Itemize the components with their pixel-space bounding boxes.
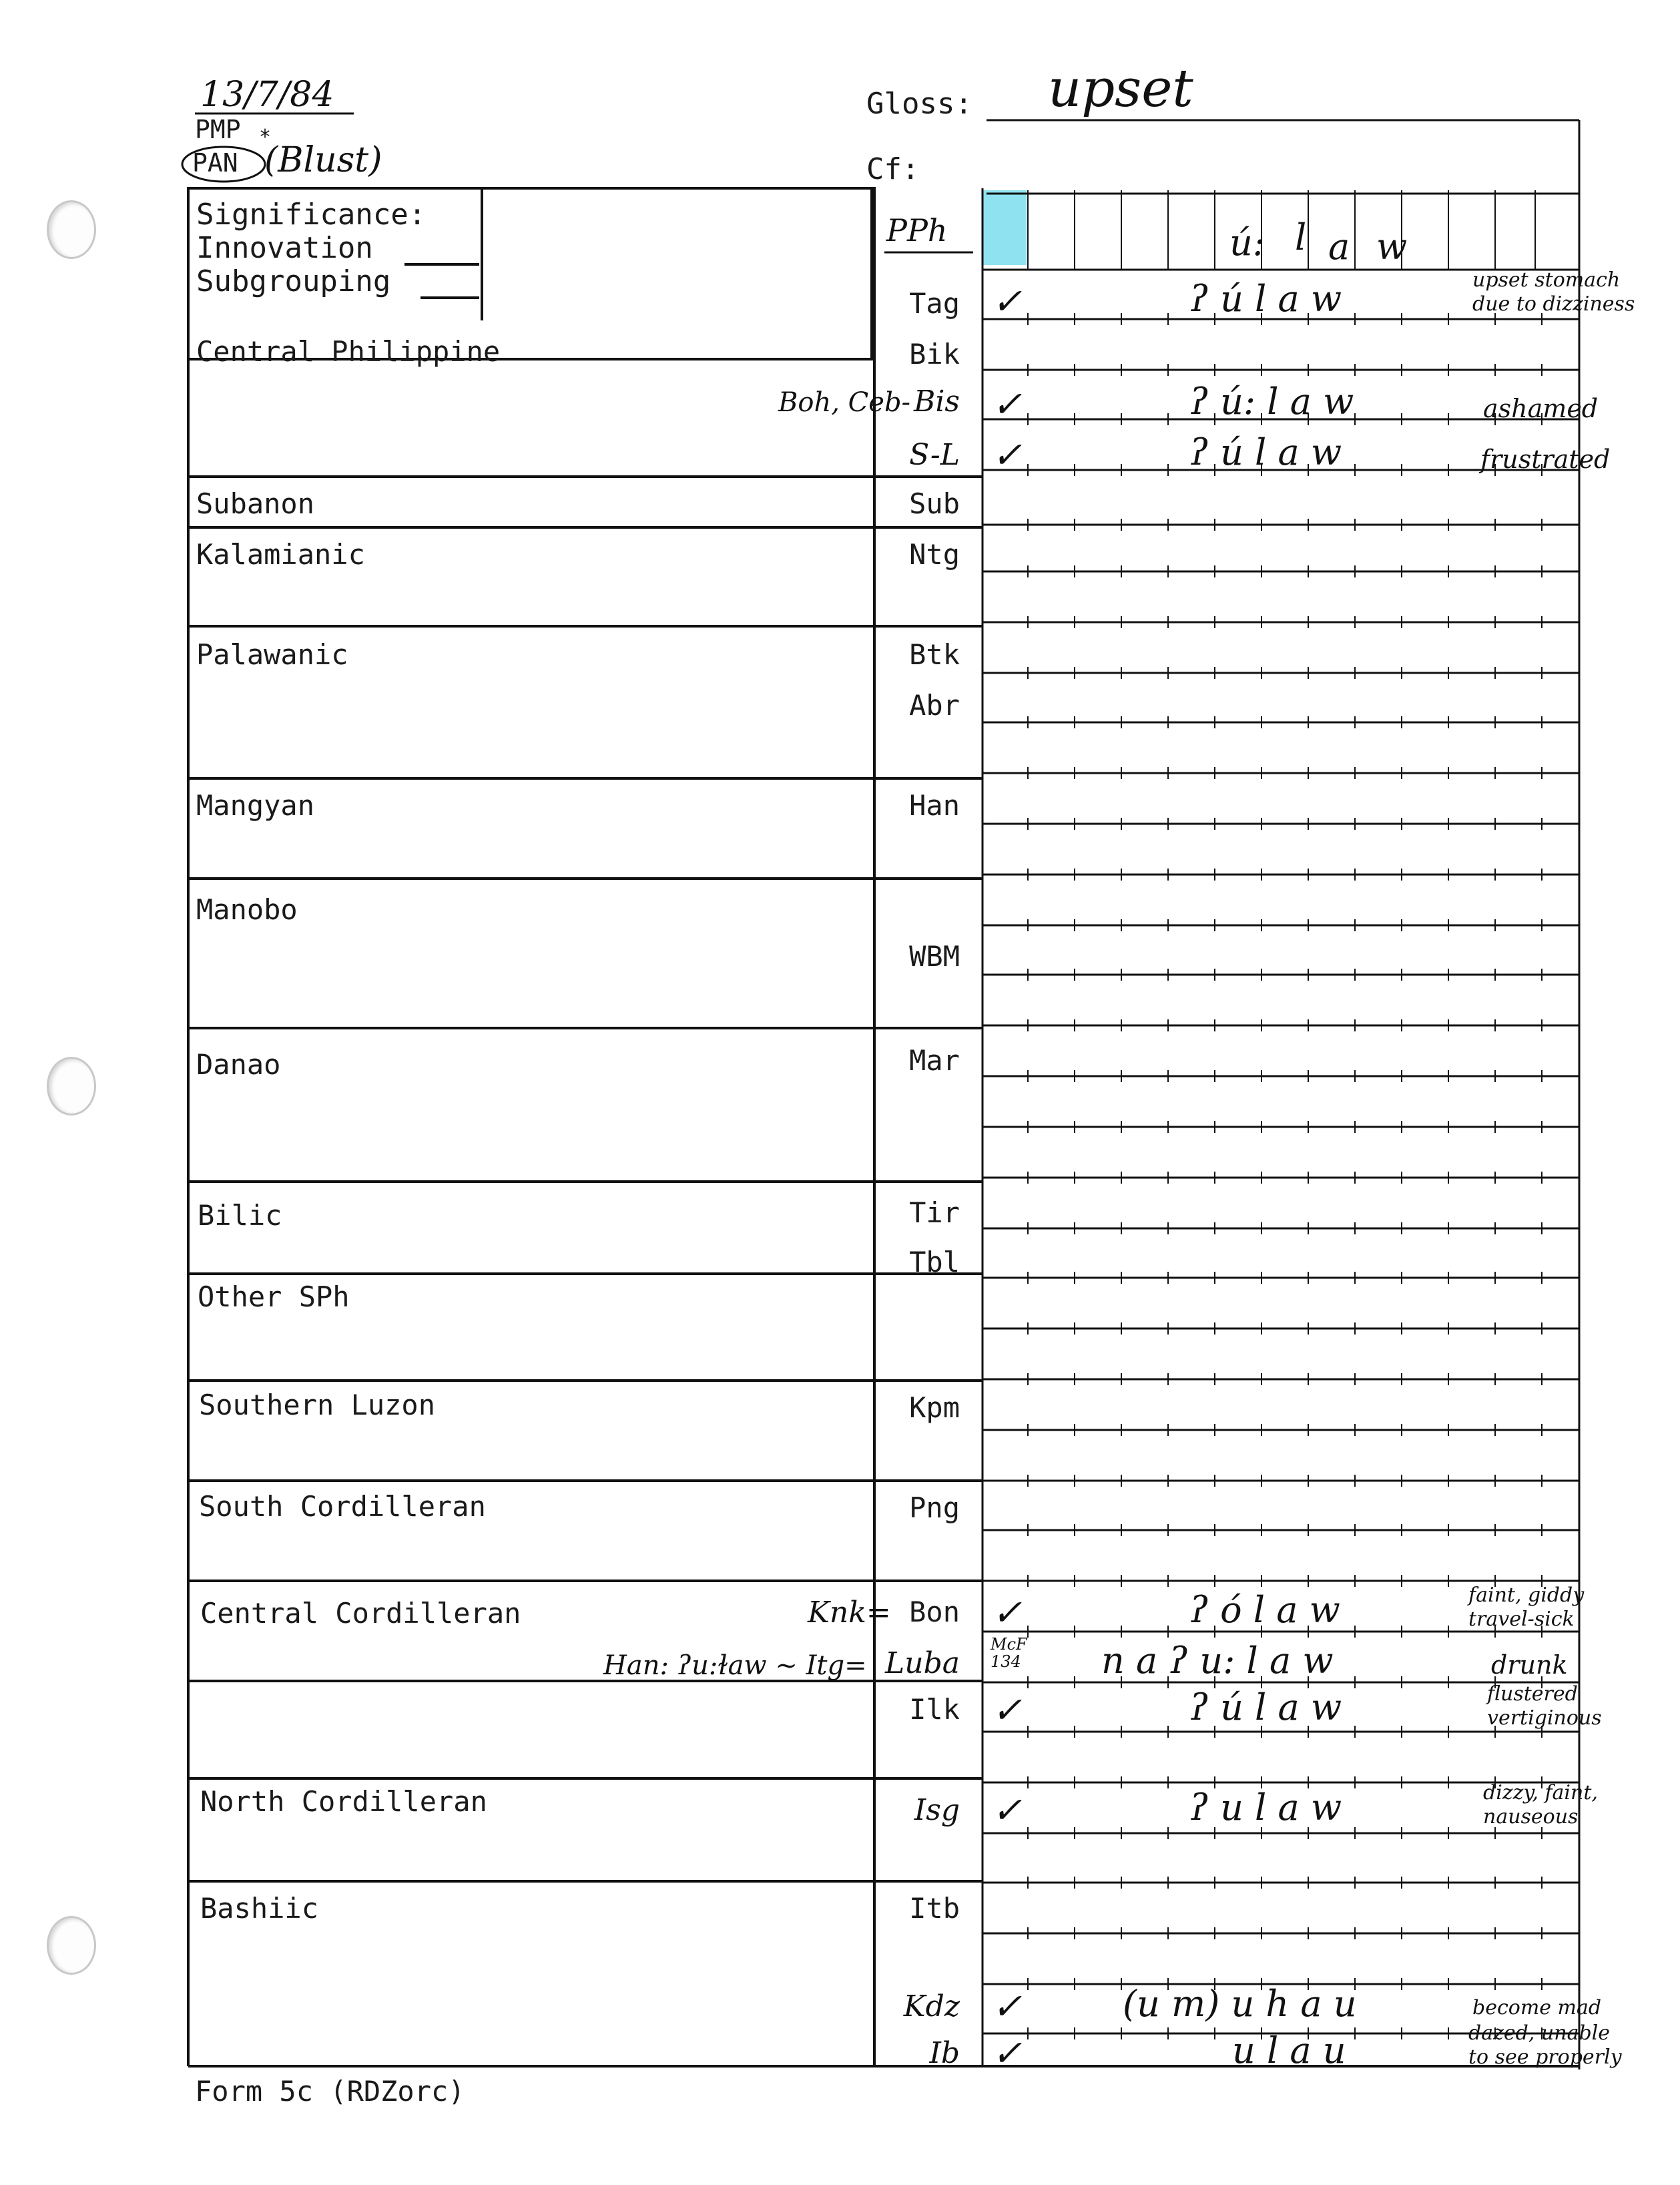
check-ilk: ✓ <box>992 1689 1023 1731</box>
group-name: Kalamianic <box>196 538 365 571</box>
group-name: Central Philippine <box>196 335 501 368</box>
group-name: Palawanic <box>196 638 348 671</box>
form-ib: u l a u <box>1232 2029 1346 2072</box>
check-ib: ✓ <box>992 2032 1023 2074</box>
check-bon: ✓ <box>992 1592 1023 1634</box>
check-sl: ✓ <box>992 434 1023 476</box>
form-label: Form 5c (RDZorc) <box>195 2075 465 2108</box>
lang-abbr-sub: Sub <box>909 487 960 520</box>
lang-abbr-isg: Isg <box>914 1793 960 1827</box>
pph-label: PPh <box>886 212 948 248</box>
group-name: Subanon <box>196 487 315 520</box>
pph-seg-4: w <box>1376 226 1408 268</box>
pph-seg-2: l <box>1295 216 1307 258</box>
lang-abbr-bon: Bon <box>909 1596 960 1628</box>
group-name: Bashiic <box>200 1892 319 1925</box>
lang-abbr-ilk: Ilk <box>909 1693 960 1726</box>
luba-prefix: Han: ʔu:ɫaw ~ Itg= <box>603 1650 867 1681</box>
innovation-label: Innovation <box>196 231 373 265</box>
proto-note: (Blust) <box>264 140 382 180</box>
pph-seg-3: a <box>1328 226 1350 268</box>
check-luba: McF 134 <box>991 1635 1027 1671</box>
note-luba: drunk <box>1491 1650 1568 1680</box>
gloss-value: upset <box>1048 59 1193 119</box>
form-ilk: ʔ ú l a w <box>1189 1686 1342 1728</box>
proto-top-label: PMP <box>195 115 241 144</box>
pph-seg-1: ú: <box>1229 222 1265 264</box>
form-bis: ʔ ú: l a w <box>1189 381 1354 423</box>
check-isg: ✓ <box>992 1789 1023 1831</box>
pph-highlight <box>983 190 1027 265</box>
lang-abbr-abr: Abr <box>909 689 960 722</box>
note-kdz: become mad <box>1472 1996 1602 2019</box>
proto-circled-label: PAN <box>192 148 238 178</box>
form-isg: ʔ u l a w <box>1189 1786 1342 1829</box>
significance-title: Significance: <box>196 198 427 232</box>
group-name: Central Cordilleran <box>200 1597 521 1630</box>
group-name: Manobo <box>196 893 298 926</box>
lang-abbr-tag: Tag <box>909 287 960 320</box>
group-name: Danao <box>196 1048 281 1081</box>
form-bon: ʔ ó l a w <box>1189 1589 1340 1631</box>
group-name: Bilic <box>198 1199 282 1232</box>
lang-abbr-itb: Itb <box>909 1892 960 1925</box>
subgrouping-label: Subgrouping <box>196 264 391 298</box>
lang-abbr-png: Png <box>909 1491 960 1524</box>
lang-abbr-han: Han <box>909 789 960 822</box>
form-sl: ʔ ú l a w <box>1189 431 1342 473</box>
lang-abbr-tbl: Tbl <box>909 1246 960 1278</box>
check-tag: ✓ <box>992 280 1023 322</box>
group-name: Mangyan <box>196 789 315 822</box>
data-rules <box>983 319 1579 2033</box>
note-tag: upset stomach due to dizziness <box>1472 268 1635 316</box>
lang-abbr-luba: Luba <box>885 1646 960 1680</box>
bis-prefix: Boh, Ceb- <box>778 387 911 418</box>
note-bon: faint, giddy travel-sick <box>1468 1584 1585 1631</box>
note-ib: dazed, unable to see properly <box>1468 2021 1622 2069</box>
note-isg: dizzy, faint, nauseous <box>1483 1781 1598 1829</box>
lang-abbr-ntg: Ntg <box>909 538 960 571</box>
check-kdz: ✓ <box>992 1985 1023 2027</box>
lang-abbr-kpm: Kpm <box>909 1391 960 1424</box>
group-name: Southern Luzon <box>199 1389 436 1421</box>
note-sl: frustrated <box>1480 445 1611 474</box>
form-kdz: (u m) u h a u <box>1123 1983 1357 2025</box>
proto-asterisk: * <box>259 126 272 149</box>
date-label: 13/7/84 <box>200 75 334 115</box>
group-name: Other SPh <box>198 1280 350 1313</box>
lang-abbr-btk: Btk <box>909 638 960 671</box>
lang-abbr-bis: Bis <box>914 385 960 419</box>
form-tag: ʔ ú l a w <box>1189 278 1342 320</box>
note-ilk: flustered vertiginous <box>1487 1682 1602 1730</box>
group-name: South Cordilleran <box>199 1490 486 1523</box>
lang-abbr-sl: S-L <box>909 438 960 472</box>
lang-abbr-kdz: Kdz <box>903 1989 960 2023</box>
gloss-label: Gloss: <box>866 87 972 121</box>
form-luba: n a ʔ u: l a w <box>1101 1640 1334 1682</box>
lang-abbr-ib: Ib <box>929 2036 960 2070</box>
check-bis: ✓ <box>992 383 1023 425</box>
bon-prefix: Knk= <box>808 1596 891 1630</box>
lang-abbr-wbm: WBM <box>909 940 960 973</box>
cf-label: Cf: <box>866 152 920 186</box>
lang-abbr-mar: Mar <box>909 1044 960 1077</box>
note-bis: ashamed <box>1483 394 1599 423</box>
lang-abbr-tir: Tir <box>909 1196 960 1229</box>
lang-abbr-bik: Bik <box>909 338 960 371</box>
group-name: North Cordilleran <box>200 1785 487 1818</box>
